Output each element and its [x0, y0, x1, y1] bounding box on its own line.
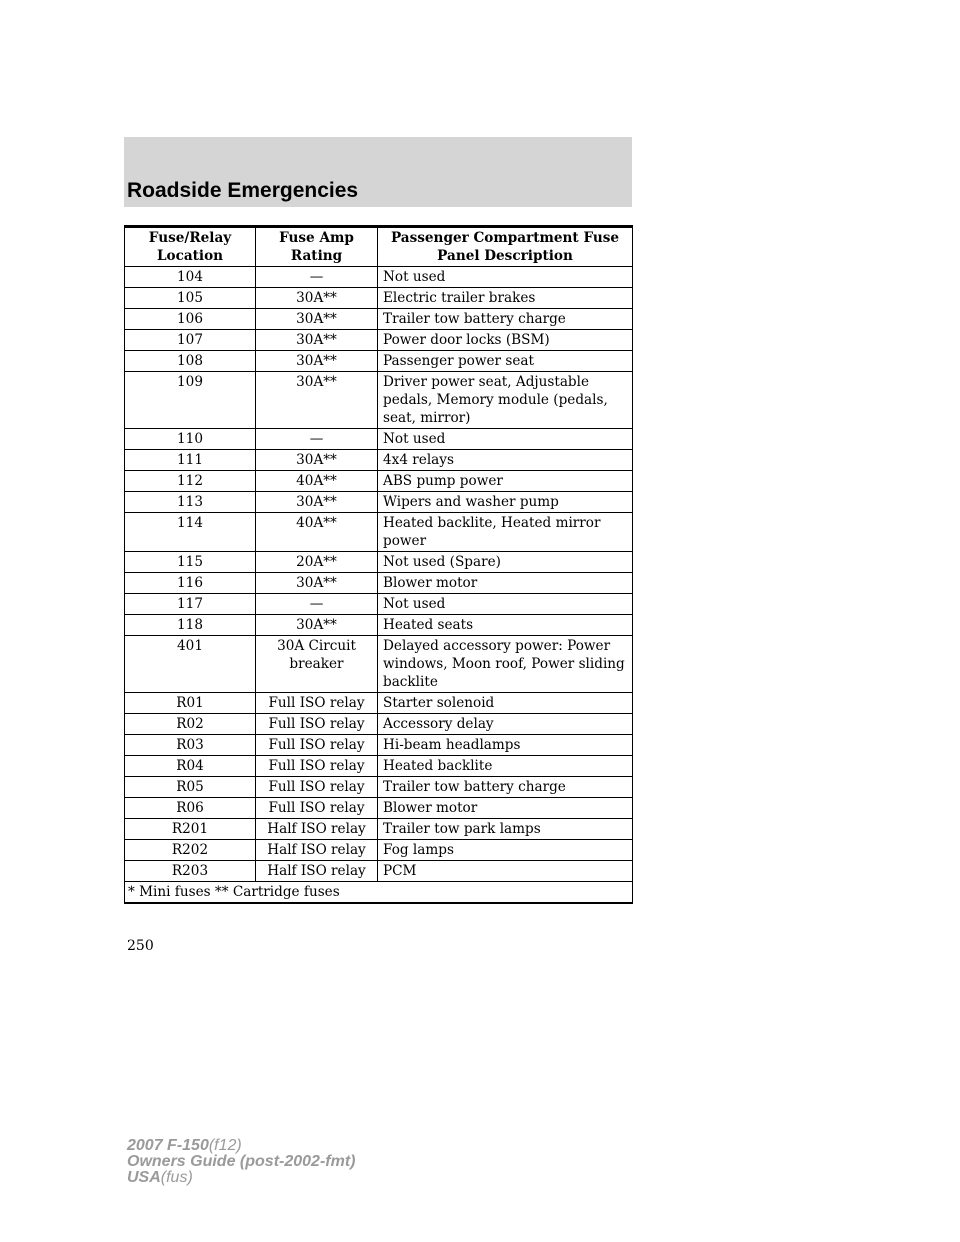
cell-location: R05	[125, 777, 256, 798]
table-row	[125, 309, 633, 330]
cell-description: Starter solenoid	[378, 693, 633, 714]
cell-location: 106	[125, 309, 256, 330]
page-number: 250	[127, 938, 154, 954]
table-row	[125, 735, 633, 756]
cell-description: PCM	[378, 861, 633, 882]
cell-description: Trailer tow battery charge	[378, 309, 633, 330]
cell-description: Driver power seat, Adjustable pedals, Memory module (pedals, seat, mirror)	[378, 372, 633, 429]
cell-amp-rating: 30A**	[256, 615, 378, 636]
cell-description: Heated backlite, Heated mirror power	[378, 513, 633, 552]
table-row	[125, 429, 633, 450]
table-row	[125, 819, 633, 840]
cell-location: 116	[125, 573, 256, 594]
table-row	[125, 798, 633, 819]
table-row	[125, 714, 633, 735]
cell-amp-rating: Full ISO relay	[256, 714, 378, 735]
table-row	[125, 267, 633, 288]
table-row	[125, 573, 633, 594]
cell-amp-rating: 30A**	[256, 450, 378, 471]
table-row	[125, 693, 633, 714]
cell-location: 105	[125, 288, 256, 309]
table-row	[125, 594, 633, 615]
column-header-description: Passenger Compartment Fuse Panel Description	[378, 227, 633, 267]
fuse-table	[124, 225, 633, 904]
cell-description: Power door locks (BSM)	[378, 330, 633, 351]
cell-description: Trailer tow battery charge	[378, 777, 633, 798]
cell-location: R202	[125, 840, 256, 861]
cell-location: 115	[125, 552, 256, 573]
cell-location: 117	[125, 594, 256, 615]
cell-amp-rating: 30A**	[256, 351, 378, 372]
cell-amp-rating: 30A Circuit breaker	[256, 636, 378, 693]
cell-amp-rating: 30A**	[256, 492, 378, 513]
cell-amp-rating: Half ISO relay	[256, 819, 378, 840]
cell-location: 401	[125, 636, 256, 693]
cell-description: Not used	[378, 594, 633, 615]
cell-location: 111	[125, 450, 256, 471]
cell-amp-rating: Full ISO relay	[256, 693, 378, 714]
table-row	[125, 861, 633, 882]
footer-market: USA	[127, 1169, 161, 1186]
cell-location: R201	[125, 819, 256, 840]
cell-amp-rating: 40A**	[256, 471, 378, 492]
table-row	[125, 450, 633, 471]
cell-location: R03	[125, 735, 256, 756]
cell-description: ABS pump power	[378, 471, 633, 492]
cell-description: Blower motor	[378, 798, 633, 819]
cell-description: Delayed accessory power: Power windows, Moon roof, Power sliding backlite	[378, 636, 633, 693]
cell-amp-rating: 30A**	[256, 288, 378, 309]
column-header-location: Fuse/Relay Location	[125, 227, 256, 267]
cell-amp-rating: 30A**	[256, 573, 378, 594]
cell-location: 112	[125, 471, 256, 492]
cell-location: 114	[125, 513, 256, 552]
footer-line-market	[127, 1170, 355, 1186]
section-title: Roadside Emergencies	[127, 179, 359, 202]
table-row	[125, 840, 633, 861]
cell-location: 104	[125, 267, 256, 288]
cell-location: 113	[125, 492, 256, 513]
table-row	[125, 636, 633, 693]
cell-description: 4x4 relays	[378, 450, 633, 471]
cell-location: 109	[125, 372, 256, 429]
cell-location: R02	[125, 714, 256, 735]
cell-amp-rating: Full ISO relay	[256, 756, 378, 777]
table-row	[125, 492, 633, 513]
cell-amp-rating: 30A**	[256, 309, 378, 330]
cell-description: Heated seats	[378, 615, 633, 636]
cell-description: Accessory delay	[378, 714, 633, 735]
table-row	[125, 471, 633, 492]
cell-location: 110	[125, 429, 256, 450]
cell-description: Hi-beam headlamps	[378, 735, 633, 756]
footer-line-model	[127, 1138, 355, 1154]
footer-model-code: (f12)	[208, 1137, 242, 1154]
cell-amp-rating: —	[256, 267, 378, 288]
table-footnote-row	[125, 882, 633, 904]
section-header-band	[124, 137, 632, 207]
table-footnote: * Mini fuses ** Cartridge fuses	[125, 882, 633, 904]
cell-description: Fog lamps	[378, 840, 633, 861]
cell-amp-rating: Full ISO relay	[256, 735, 378, 756]
cell-amp-rating: —	[256, 429, 378, 450]
table-row	[125, 615, 633, 636]
cell-location: 118	[125, 615, 256, 636]
cell-amp-rating: Half ISO relay	[256, 861, 378, 882]
cell-description: Trailer tow park lamps	[378, 819, 633, 840]
cell-location: R203	[125, 861, 256, 882]
cell-amp-rating: Half ISO relay	[256, 840, 378, 861]
cell-description: Passenger power seat	[378, 351, 633, 372]
document-footer	[127, 1138, 355, 1186]
table-row	[125, 513, 633, 552]
cell-location: R06	[125, 798, 256, 819]
cell-amp-rating: 30A**	[256, 330, 378, 351]
cell-description: Electric trailer brakes	[378, 288, 633, 309]
cell-description: Blower motor	[378, 573, 633, 594]
cell-description: Not used	[378, 429, 633, 450]
table-row	[125, 330, 633, 351]
cell-location: 107	[125, 330, 256, 351]
table-row	[125, 288, 633, 309]
cell-location: 108	[125, 351, 256, 372]
cell-amp-rating: Full ISO relay	[256, 777, 378, 798]
cell-location: R04	[125, 756, 256, 777]
cell-amp-rating: 30A**	[256, 372, 378, 429]
footer-market-code: (fus)	[160, 1169, 193, 1186]
table-header-row	[125, 227, 633, 267]
column-header-amp-rating: Fuse Amp Rating	[256, 227, 378, 267]
cell-location: R01	[125, 693, 256, 714]
footer-guide: Owners Guide (post-2002-fmt)	[127, 1153, 356, 1170]
cell-amp-rating: 20A**	[256, 552, 378, 573]
cell-amp-rating: 40A**	[256, 513, 378, 552]
table-row	[125, 777, 633, 798]
cell-description: Not used	[378, 267, 633, 288]
cell-description: Heated backlite	[378, 756, 633, 777]
footer-model: 2007 F-150	[127, 1137, 209, 1154]
cell-description: Wipers and washer pump	[378, 492, 633, 513]
cell-description: Not used (Spare)	[378, 552, 633, 573]
table-row	[125, 552, 633, 573]
cell-amp-rating: Full ISO relay	[256, 798, 378, 819]
table-row	[125, 756, 633, 777]
cell-amp-rating: —	[256, 594, 378, 615]
table-row	[125, 351, 633, 372]
table-row	[125, 372, 633, 429]
